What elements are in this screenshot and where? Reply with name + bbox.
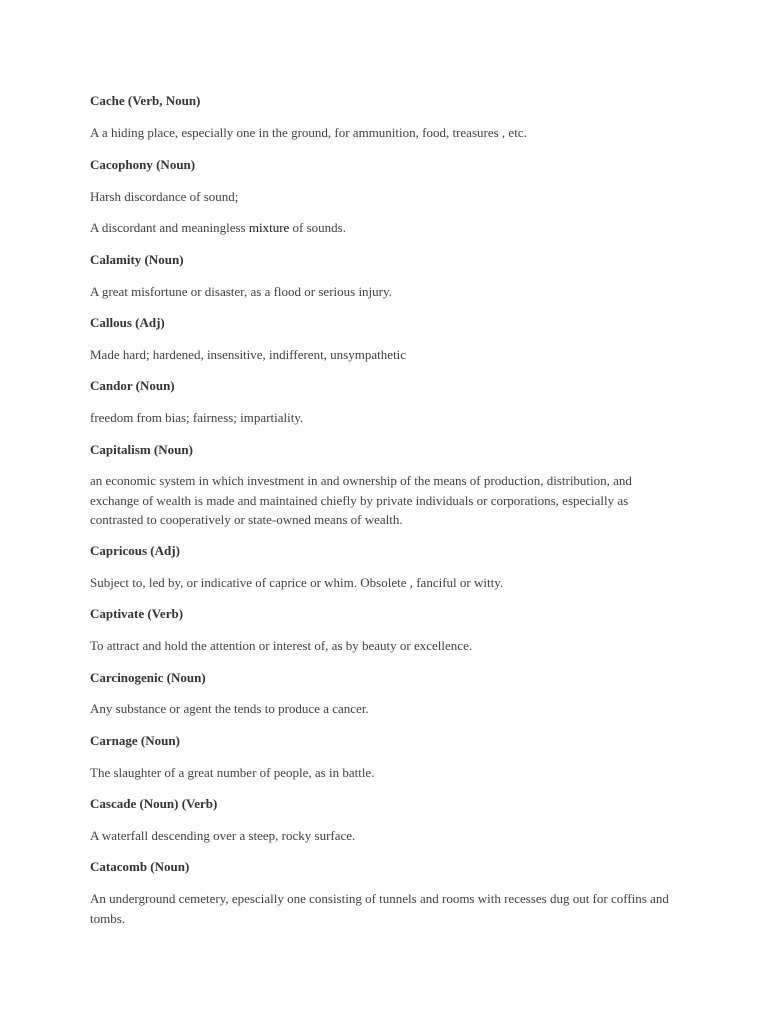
mixture-word: mixture (248, 220, 290, 235)
term-callous: Callous (Adj) (90, 315, 165, 330)
definition-carnage: The slaughter of a great number of people, as in battle. (90, 765, 375, 780)
definition-cacophony-2-after: of sounds. (289, 220, 346, 235)
definition-captivate: To attract and hold the attention or interest of, as by beauty or excellence. (90, 638, 473, 653)
term-capitalism: Capitalism (Noun) (90, 442, 193, 457)
definition-calamity: A great misfortune or disaster, as a flood or serious injury. (90, 284, 392, 299)
term-cacophony: Cacophony (Noun) (90, 157, 196, 172)
definition-callous: Made hard; hardened, insensitive, indifferent, unsympathetic (90, 347, 406, 362)
definition-cacophony-1: Harsh discordance of sound; (90, 189, 239, 204)
term-cache: Cache (Verb, Noun) (90, 93, 201, 108)
term-calamity: Calamity (Noun) (90, 252, 184, 267)
term-carnage: Carnage (Noun) (90, 733, 180, 748)
term-cascade: Cascade (Noun) (Verb) (90, 796, 218, 811)
term-captivate: Captivate (Verb) (90, 606, 184, 621)
definition-catacomb: An underground cemetery, epescially one consisting of tunnels and rooms with recesses dug out for coffins and tombs. (90, 891, 669, 926)
definition-carcinogenic: Any substance or agent the tends to produce a cancer. (90, 701, 369, 716)
term-carcinogenic: Carcinogenic (Noun) (90, 670, 206, 685)
term-candor: Candor (Noun) (90, 378, 175, 393)
definition-cacophony-2-before: A discordant and meaningless (90, 220, 249, 235)
term-capricous: Capricous (Adj) (90, 543, 180, 558)
definition-candor: freedom from bias; fairness; impartiality. (90, 410, 304, 425)
definition-capitalism: an economic system in which investment in and ownership of the means of production, distribution, and exchange of wealth is made and maintained chiefly by private individuals or corporations, especially as contrasted to cooperatively or state-owned means of wealth. (90, 473, 632, 527)
definition-capricous: Subject to, led by, or indicative of caprice or whim. Obsolete , fanciful or witty. (90, 575, 504, 590)
definition-cache: A a hiding place, especially one in the ground, for ammunition, food, treasures , etc. (90, 125, 527, 140)
term-catacomb: Catacomb (Noun) (90, 859, 190, 874)
definition-cascade: A waterfall descending over a steep, rocky surface. (90, 828, 356, 843)
definition-cacophony-2 (90, 218, 680, 238)
